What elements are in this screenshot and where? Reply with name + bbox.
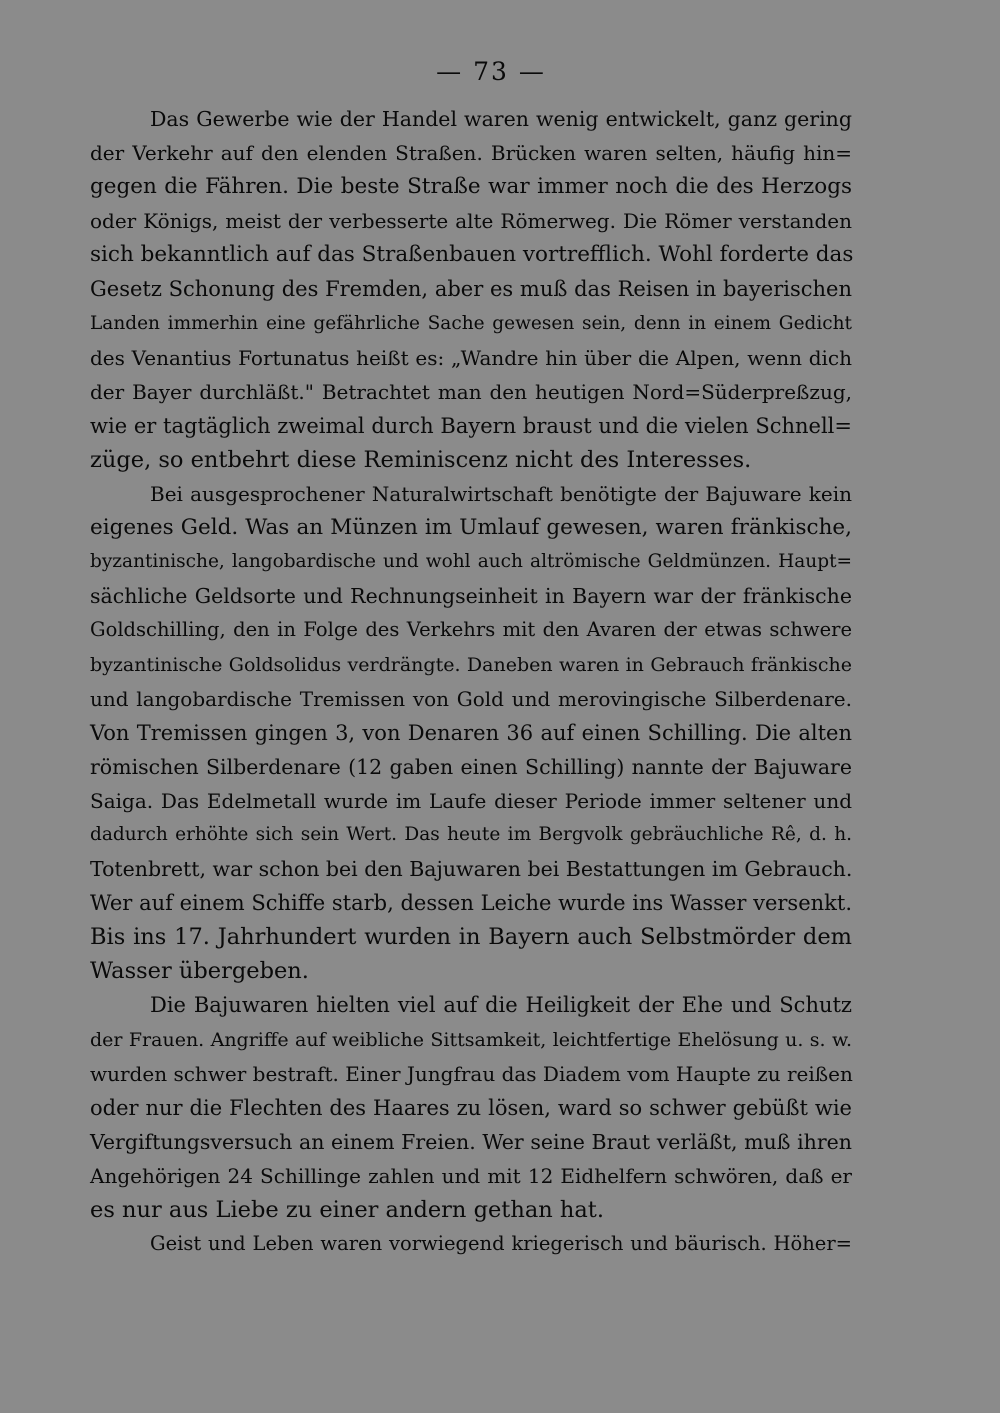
text-line: dadurch erhöhte sich sein Wert. Das heute im Bergvolk gebräuchliche Rê, d. h. (90, 823, 852, 845)
text-line: Vergiftungsversuch an einem Freien. Wer seine Braut verläßt, muß ihren (90, 1129, 852, 1154)
text-line: byzantinische, langobardische und wohl auch altrömische Geldmünzen. Haupt= (90, 551, 852, 573)
text-line: Von Tremissen gingen 3, von Denaren 36 auf einen Schilling. Die alten (90, 720, 852, 745)
text-line: Das Gewerbe wie der Handel waren wenig entwickelt, ganz gering (150, 107, 852, 131)
text-line: wie er tagtäglich zweimal durch Bayern braust und die vielen Schnell= (90, 413, 852, 438)
text-line: gegen die Fähren. Die beste Straße war immer noch die des Herzogs (90, 174, 852, 200)
text-line: Wasser übergeben. (90, 958, 309, 985)
text-line: Die Bajuwaren hielten viel auf die Heiligkeit der Ehe und Schutz (150, 993, 852, 1018)
text-line: eigenes Geld. Was an Münzen im Umlauf gewesen, waren fränkische, (90, 515, 852, 541)
text-line: züge, so entbehrt diese Reminiscenz nicht des Interesses. (90, 446, 752, 473)
text-line: und langobardische Tremissen von Gold und merovingische Silberdenare. (90, 686, 852, 711)
text-line: es nur aus Liebe zu einer andern gethan hat. (90, 1197, 604, 1223)
text-line: der Verkehr auf den elenden Straßen. Brücken waren selten, häufig hin= (90, 141, 852, 166)
text-line: sich bekanntlich auf das Straßenbauen vortrefflich. Wohl forderte das (90, 242, 854, 268)
text-line: wurden schwer bestraft. Einer Jungfrau das Diadem vom Haupte zu reißen (90, 1061, 853, 1086)
text-line: Bei ausgesprochener Naturalwirtschaft benötigte der Bajuware kein (150, 482, 852, 507)
text-line: sächliche Geldsorte und Rechnungseinheit in Bayern war der fränkische (90, 584, 852, 609)
text-line: des Venantius Fortunatus heißt es: „Wandre hin über die Alpen, wenn dich (90, 345, 852, 370)
text-line: Goldschilling, den in Folge des Verkehrs mit den Avaren der etwas schwere (90, 618, 852, 642)
text-line: römischen Silberdenare (12 gaben einen Schilling) nannte der Bajuware (90, 754, 852, 779)
text-line: Landen immerhin eine gefährliche Sache gewesen sein, denn in einem Gedicht (90, 312, 852, 334)
text-line: Saiga. Das Edelmetall wurde im Laufe dieser Periode immer seltener und (90, 788, 852, 813)
text-line: der Bayer durchläßt." Betrachtet man den heutigen Nord=Süderpreßzug, (90, 379, 852, 404)
text-line: der Frauen. Angriffe auf weibliche Sittsamkeit, leichtfertige Ehelösung u. s. w. (90, 1028, 852, 1051)
text-line: byzantinische Goldsolidus verdrängte. Daneben waren in Gebrauch fränkische (90, 653, 852, 676)
body-text (90, 102, 852, 1261)
text-line: Angehörigen 24 Schillinge zahlen und mit 12 Eidhelfern schwören, daß er (90, 1163, 852, 1188)
text-line: Totenbrett, war schon bei den Bajuwaren bei Bestattungen im Gebrauch. (90, 857, 853, 882)
text-line: Geist und Leben waren vorwiegend kriegerisch und bäurisch. Höher= (150, 1232, 852, 1256)
text-line: Bis ins 17. Jahrhundert wurden in Bayern auch Selbstmörder dem (90, 924, 852, 951)
text-line: oder nur die Flechten des Haares zu lösen, ward so schwer gebüßt wie (90, 1095, 852, 1120)
text-line: Gesetz Schonung des Fremden, aber es muß das Reisen in bayerischen (90, 277, 852, 302)
text-line: Wer auf einem Schiffe starb, dessen Leiche wurde ins Wasser versenkt. (90, 891, 852, 916)
text-line: oder Königs, meist der verbesserte alte Römerweg. Die Römer verstanden (90, 209, 852, 234)
page-number: — 73 — (436, 57, 546, 86)
